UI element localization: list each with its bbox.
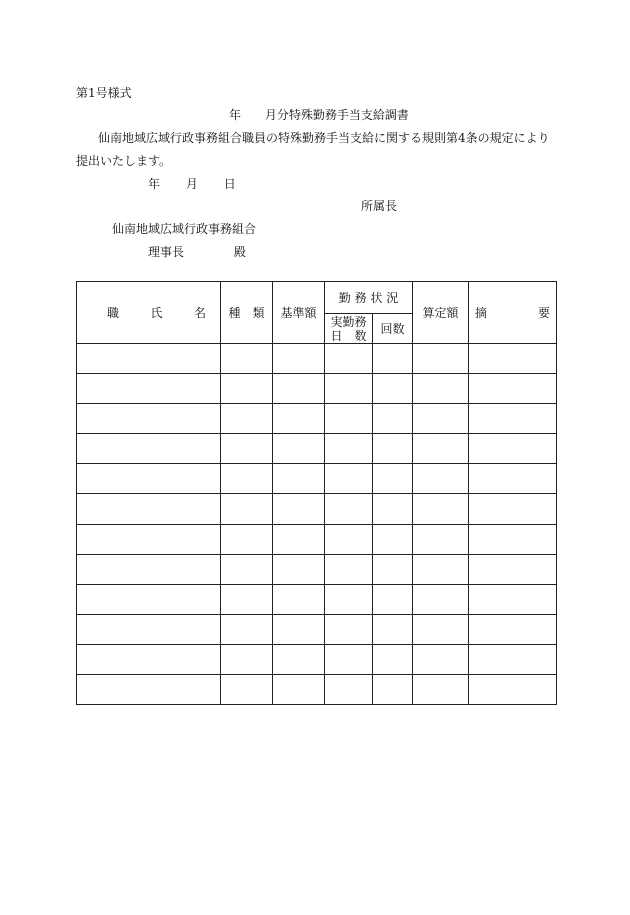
table-cell[interactable]: [77, 614, 221, 644]
table-cell[interactable]: [373, 614, 413, 644]
table-cell[interactable]: [221, 404, 273, 434]
table-cell[interactable]: [373, 674, 413, 704]
table-cell[interactable]: [325, 434, 373, 464]
header-remarks-char-2: 要: [538, 306, 551, 321]
table-cell[interactable]: [413, 434, 469, 464]
table-cell[interactable]: [273, 344, 325, 374]
table-cell[interactable]: [373, 404, 413, 434]
table-cell[interactable]: [221, 674, 273, 704]
date-year: 年: [148, 177, 161, 191]
title-rest: 月分特殊勤務手当支給調書: [264, 108, 409, 122]
table-cell[interactable]: [373, 344, 413, 374]
table-cell[interactable]: [469, 494, 557, 524]
table-row: [77, 584, 557, 614]
document-title: [229, 108, 409, 122]
table-cell[interactable]: [273, 584, 325, 614]
table-cell[interactable]: [77, 374, 221, 404]
title-year: 年: [229, 108, 242, 122]
table-cell[interactable]: [469, 554, 557, 584]
table-cell[interactable]: [373, 434, 413, 464]
date-month: 月: [185, 177, 198, 191]
table-cell[interactable]: [273, 614, 325, 644]
table-row: [77, 434, 557, 464]
header-type-char-2: 類: [252, 306, 265, 321]
table-cell[interactable]: [273, 524, 325, 554]
table-cell[interactable]: [469, 404, 557, 434]
table-cell[interactable]: [373, 524, 413, 554]
table-cell[interactable]: [77, 344, 221, 374]
addressee-title: 理事長: [148, 245, 185, 259]
table-cell[interactable]: [221, 464, 273, 494]
table-row: [77, 674, 557, 704]
header-type: [221, 282, 273, 344]
table-cell[interactable]: [221, 374, 273, 404]
table-cell[interactable]: [221, 644, 273, 674]
form-number: 第1号様式: [76, 86, 132, 100]
table-cell[interactable]: [469, 434, 557, 464]
table-cell[interactable]: [469, 524, 557, 554]
table-cell[interactable]: [77, 494, 221, 524]
table-cell[interactable]: [77, 464, 221, 494]
table-cell[interactable]: [469, 644, 557, 674]
table-cell[interactable]: [221, 584, 273, 614]
table-row: [77, 644, 557, 674]
header-name: [77, 282, 221, 344]
table-cell[interactable]: [325, 494, 373, 524]
table-cell[interactable]: [273, 464, 325, 494]
table-cell[interactable]: [77, 434, 221, 464]
addressee-org: 仙南地域広域行政事務組合: [112, 222, 257, 236]
table-row: [77, 404, 557, 434]
table-cell[interactable]: [221, 494, 273, 524]
table-cell[interactable]: [273, 434, 325, 464]
table-cell[interactable]: [373, 644, 413, 674]
table-cell[interactable]: [413, 374, 469, 404]
table-cell[interactable]: [273, 674, 325, 704]
table-cell[interactable]: [77, 674, 221, 704]
table-cell[interactable]: [325, 404, 373, 434]
header-name-char-3: 名: [193, 306, 206, 321]
table-cell[interactable]: [413, 404, 469, 434]
header-name-char-2: 氏: [150, 306, 163, 321]
table-cell[interactable]: [469, 464, 557, 494]
header-type-char-1: 種: [228, 306, 241, 321]
date-line: [148, 177, 236, 191]
table-cell[interactable]: [413, 344, 469, 374]
table-cell[interactable]: [413, 494, 469, 524]
table-cell[interactable]: [273, 404, 325, 434]
table-cell[interactable]: [221, 344, 273, 374]
table-cell[interactable]: [325, 554, 373, 584]
table-cell[interactable]: [325, 524, 373, 554]
table-cell[interactable]: [413, 674, 469, 704]
table-cell[interactable]: [325, 644, 373, 674]
table-row: [77, 374, 557, 404]
header-base-amount: 基準額: [273, 282, 325, 344]
header-count: 回数: [373, 314, 413, 344]
table-cell[interactable]: [469, 344, 557, 374]
submitter-label: 所属長: [361, 199, 398, 213]
table-cell[interactable]: [325, 374, 373, 404]
table-cell[interactable]: [469, 584, 557, 614]
table-cell[interactable]: [413, 614, 469, 644]
table-cell[interactable]: [469, 374, 557, 404]
date-day: 日: [223, 177, 236, 191]
table-cell[interactable]: [221, 434, 273, 464]
table-cell[interactable]: [273, 374, 325, 404]
table-cell[interactable]: [325, 614, 373, 644]
header-remarks: [469, 282, 557, 344]
table-row: [77, 554, 557, 584]
addressee-line: [148, 245, 246, 259]
table-cell[interactable]: [325, 464, 373, 494]
table-cell[interactable]: [373, 584, 413, 614]
table-cell[interactable]: [77, 524, 221, 554]
table-cell[interactable]: [77, 554, 221, 584]
table-cell[interactable]: [469, 614, 557, 644]
table-cell[interactable]: [413, 584, 469, 614]
table-cell[interactable]: [373, 464, 413, 494]
table-cell[interactable]: [273, 554, 325, 584]
intro-line-1: 仙南地域広域行政事務組合職員の特殊勤務手当支給に関する規則第4条の規定により: [98, 131, 550, 145]
header-name-char-1: 職: [107, 306, 120, 321]
table-cell[interactable]: [373, 374, 413, 404]
header-work-days: [325, 314, 373, 344]
table-cell[interactable]: [469, 674, 557, 704]
table-cell[interactable]: [273, 644, 325, 674]
table-cell[interactable]: [413, 554, 469, 584]
header-work-days-line-1: 実勤務: [330, 314, 367, 329]
table-cell[interactable]: [413, 524, 469, 554]
table-row: [77, 344, 557, 374]
table-cell[interactable]: [373, 494, 413, 524]
table-cell[interactable]: [413, 644, 469, 674]
allowance-table: [76, 281, 557, 705]
table-cell[interactable]: [77, 584, 221, 614]
table-cell[interactable]: [373, 554, 413, 584]
table-row: [77, 614, 557, 644]
table-row: [77, 494, 557, 524]
table-cell[interactable]: [221, 554, 273, 584]
table-cell[interactable]: [77, 644, 221, 674]
addressee-honorific: 殿: [233, 245, 246, 259]
header-calculated-amount: 算定額: [413, 282, 469, 344]
table-cell[interactable]: [221, 614, 273, 644]
header-remarks-char-1: 摘: [475, 306, 488, 321]
table-cell[interactable]: [273, 494, 325, 524]
table-row: [77, 464, 557, 494]
table-cell[interactable]: [325, 344, 373, 374]
table-cell[interactable]: [325, 584, 373, 614]
table-cell[interactable]: [413, 464, 469, 494]
table-row: [77, 524, 557, 554]
table-cell[interactable]: [221, 524, 273, 554]
table-cell[interactable]: [325, 674, 373, 704]
header-work-days-line-2: 日 数: [330, 328, 367, 343]
intro-line-2: 提出いたします。: [76, 154, 172, 168]
table-cell[interactable]: [77, 404, 221, 434]
header-work-status: 勤 務 状 況: [325, 282, 413, 314]
